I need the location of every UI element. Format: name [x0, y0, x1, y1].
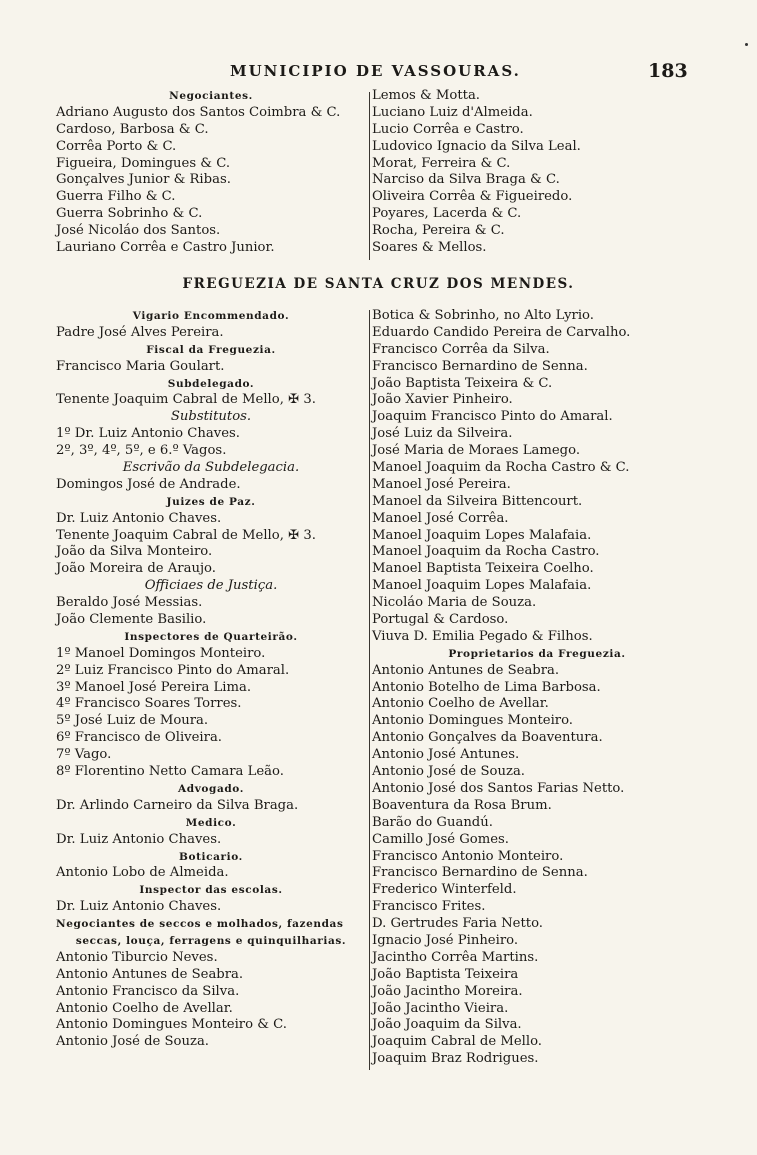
- entry-line: Boaventura da Rosa Brum.: [372, 797, 552, 813]
- speck-mark: [745, 43, 748, 46]
- entry-line: Cardoso, Barbosa & C.: [56, 121, 209, 137]
- entry-line: Botica & Sobrinho, no Alto Lyrio.: [372, 308, 594, 323]
- entry-line: Dr. Luiz Antonio Chaves.: [56, 510, 222, 526]
- entry-line: Francisco Antonio Monteiro.: [372, 848, 564, 864]
- entry-line: Eduardo Candido Pereira de Carvalho.: [372, 324, 631, 340]
- section-label: Inspectores de Quarteirão.: [124, 630, 298, 643]
- entry-line: João Jacintho Vieira.: [372, 1000, 509, 1016]
- entry-line: Manoel Joaquim da Rocha Castro.: [372, 544, 600, 560]
- section-label: Negociantes de seccos e molhados, fazendas: [56, 918, 344, 931]
- top-right-column: [372, 88, 702, 257]
- entry-line: Viuva D. Emilia Pegado & Filhos.: [372, 628, 593, 644]
- entry-line: João Baptista Teixeira & C.: [372, 375, 553, 391]
- entry-line: Francisco Frites.: [372, 899, 486, 915]
- entry-line: 4º Francisco Soares Torres.: [56, 696, 242, 712]
- entry-line: Joaquim Braz Rodrigues.: [372, 1051, 539, 1067]
- section-label: Proprietarios da Freguezia.: [448, 647, 626, 660]
- entry-line: Ignacio José Pinheiro.: [372, 932, 519, 948]
- entry-line: João da Silva Monteiro.: [56, 544, 213, 560]
- entry-line: Antonio José dos Santos Farias Netto.: [372, 780, 625, 796]
- entry-line: Lemos & Motta.: [372, 88, 480, 103]
- bottom-left-column: [56, 308, 366, 1051]
- entry-line: Francisco Maria Goulart.: [56, 358, 225, 374]
- entry-line: Antonio Domingues Monteiro.: [372, 713, 573, 729]
- entry-line: Antonio Antunes de Seabra.: [372, 662, 560, 678]
- entry-line: 2º, 3º, 4º, 5º, e 6.º Vagos.: [56, 443, 227, 459]
- entry-line: Antonio Coelho de Avellar.: [56, 1000, 233, 1016]
- entry-line: Barão do Guandú.: [372, 814, 493, 830]
- entry-line: Joaquim Cabral de Mello.: [372, 1034, 542, 1050]
- entry-line: Oliveira Corrêa & Figueiredo.: [372, 189, 573, 205]
- entry-line: Luciano Luiz d'Almeida.: [372, 104, 533, 120]
- entry-line: Tenente Joaquim Cabral de Mello, ✠ 3.: [56, 392, 316, 408]
- section-heading: FREGUEZIA DE SANTA CRUZ DOS MENDES.: [182, 276, 575, 292]
- section-label: Juizes de Paz.: [166, 495, 256, 508]
- entry-line: Francisco Corrêa da Silva.: [372, 341, 550, 357]
- entry-line: Camillo José Gomes.: [372, 831, 509, 847]
- section-label: Substitutos.: [170, 409, 252, 425]
- entry-line: Figueira, Domingues & C.: [56, 155, 231, 171]
- entry-line: José Nicoláo dos Santos.: [56, 223, 221, 239]
- bottom-right-column: [372, 308, 702, 1068]
- entry-line: Antonio José de Souza.: [372, 764, 525, 780]
- section-label: Fiscal da Freguezia.: [146, 343, 276, 356]
- entry-line: Guerra Filho & C.: [56, 189, 176, 205]
- entry-line: 1º Dr. Luiz Antonio Chaves.: [56, 426, 240, 442]
- entry-line: João Joaquim da Silva.: [372, 1017, 522, 1033]
- entry-line: Antonio Gonçalves da Boaventura.: [372, 730, 603, 746]
- entry-line: Jacintho Corrêa Martins.: [372, 949, 539, 965]
- section-label: Medico.: [185, 816, 237, 829]
- entry-line: João Jacintho Moreira.: [372, 983, 523, 999]
- entry-line: 8º Florentino Netto Camara Leão.: [56, 764, 284, 780]
- entry-line: Nicoláo Maria de Souza.: [372, 595, 537, 611]
- entry-line: Joaquim Francisco Pinto do Amaral.: [372, 409, 613, 425]
- entry-line: Beraldo José Messias.: [56, 595, 203, 611]
- entry-line: Tenente Joaquim Cabral de Mello, ✠ 3.: [56, 527, 316, 543]
- entry-line: José Luiz da Silveira.: [372, 426, 513, 442]
- section-label: Boticario.: [179, 850, 243, 863]
- entry-line: Ludovico Ignacio da Silva Leal.: [372, 138, 581, 154]
- entry-line: Antonio José Antunes.: [372, 747, 520, 763]
- page-title: MUNICIPIO DE VASSOURAS.: [230, 62, 521, 80]
- entry-line: João Clemente Basilio.: [56, 612, 207, 628]
- entry-line: Morat, Ferreira & C.: [372, 155, 511, 171]
- entry-line: Manoel da Silveira Bittencourt.: [372, 493, 583, 509]
- entry-line: Antonio Domingues Monteiro & C.: [56, 1017, 287, 1033]
- entry-line: Francisco Bernardino de Senna.: [372, 865, 588, 881]
- column-divider-bottom: [369, 310, 370, 1070]
- entry-line: 3º Manoel José Pereira Lima.: [56, 679, 252, 695]
- entry-line: Antonio Botelho de Lima Barbosa.: [372, 679, 601, 695]
- section-label: Negociantes.: [169, 90, 253, 102]
- entry-line: Antonio Lobo de Almeida.: [56, 865, 229, 881]
- entry-line: Antonio Coelho de Avellar.: [372, 696, 549, 712]
- entry-line: Manoel Joaquim Lopes Malafaia.: [372, 578, 592, 594]
- entry-line: Antonio Tiburcio Neves.: [56, 949, 218, 965]
- entry-line: Padre José Alves Pereira.: [56, 324, 224, 340]
- entry-line: 7º Vago.: [56, 747, 112, 763]
- entry-line: D. Gertrudes Faria Netto.: [372, 916, 543, 932]
- entry-line: Soares & Mellos.: [372, 240, 487, 256]
- entry-line: 6º Francisco de Oliveira.: [56, 730, 222, 746]
- entry-line: Adriano Augusto dos Santos Coimbra & C.: [56, 104, 341, 120]
- entry-line: Antonio Antunes de Seabra.: [56, 966, 244, 982]
- entry-line: João Moreira de Araujo.: [56, 561, 216, 577]
- entry-line: Antonio José de Souza.: [56, 1034, 209, 1050]
- entry-line: José Maria de Moraes Lamego.: [372, 443, 581, 459]
- section-label: Subdelegado.: [167, 377, 255, 390]
- entry-line: Francisco Bernardino de Senna.: [372, 358, 588, 374]
- entry-line: Gonçalves Junior & Ribas.: [56, 172, 231, 188]
- entry-line: Rocha, Pereira & C.: [372, 223, 505, 239]
- entry-line: Poyares, Lacerda & C.: [372, 206, 522, 222]
- entry-line: Manoel Joaquim Lopes Malafaia.: [372, 527, 592, 543]
- entry-line: Dr. Arlindo Carneiro da Silva Braga.: [56, 797, 299, 813]
- entry-line: Manoel Baptista Teixeira Coelho.: [372, 561, 594, 577]
- column-divider-top: [369, 92, 370, 260]
- section-label: seccas, louça, ferragens e quinquilharias.: [75, 934, 347, 947]
- section-label: Advogado.: [178, 782, 244, 795]
- entry-line: Antonio Francisco da Silva.: [56, 983, 240, 999]
- section-label: Inspector das escolas.: [139, 884, 283, 897]
- page-header: [0, 62, 757, 86]
- top-left-column: [56, 88, 366, 257]
- entry-line: Dr. Luiz Antonio Chaves.: [56, 831, 222, 847]
- entry-line: Lauriano Corrêa e Castro Junior.: [56, 240, 275, 256]
- section-label: Officiaes de Justiça.: [144, 578, 278, 594]
- entry-line: Domingos José de Andrade.: [56, 476, 241, 492]
- section-label: Escrivão da Subdelegacia.: [122, 460, 300, 476]
- entry-line: Manoel Joaquim da Rocha Castro & C.: [372, 460, 630, 476]
- entry-line: Guerra Sobrinho & C.: [56, 206, 203, 222]
- entry-line: João Xavier Pinheiro.: [372, 392, 513, 408]
- section-label: Vigario Encommendado.: [132, 310, 290, 322]
- entry-line: 5º José Luiz de Moura.: [56, 713, 209, 729]
- entry-line: Narciso da Silva Braga & C.: [372, 172, 560, 188]
- entry-line: Manoel José Corrêa.: [372, 510, 509, 526]
- page-number: 183: [648, 60, 688, 82]
- entry-line: Manoel José Pereira.: [372, 476, 511, 492]
- entry-line: 1º Manoel Domingos Monteiro.: [56, 645, 266, 661]
- entry-line: 2º Luiz Francisco Pinto do Amaral.: [56, 662, 290, 678]
- entry-line: Portugal & Cardoso.: [372, 612, 509, 628]
- entry-line: João Baptista Teixeira: [372, 966, 519, 982]
- entry-line: Dr. Luiz Antonio Chaves.: [56, 899, 222, 915]
- entry-line: Lucio Corrêa e Castro.: [372, 121, 524, 137]
- entry-line: Corrêa Porto & C.: [56, 138, 177, 154]
- entry-line: Frederico Winterfeld.: [372, 882, 517, 898]
